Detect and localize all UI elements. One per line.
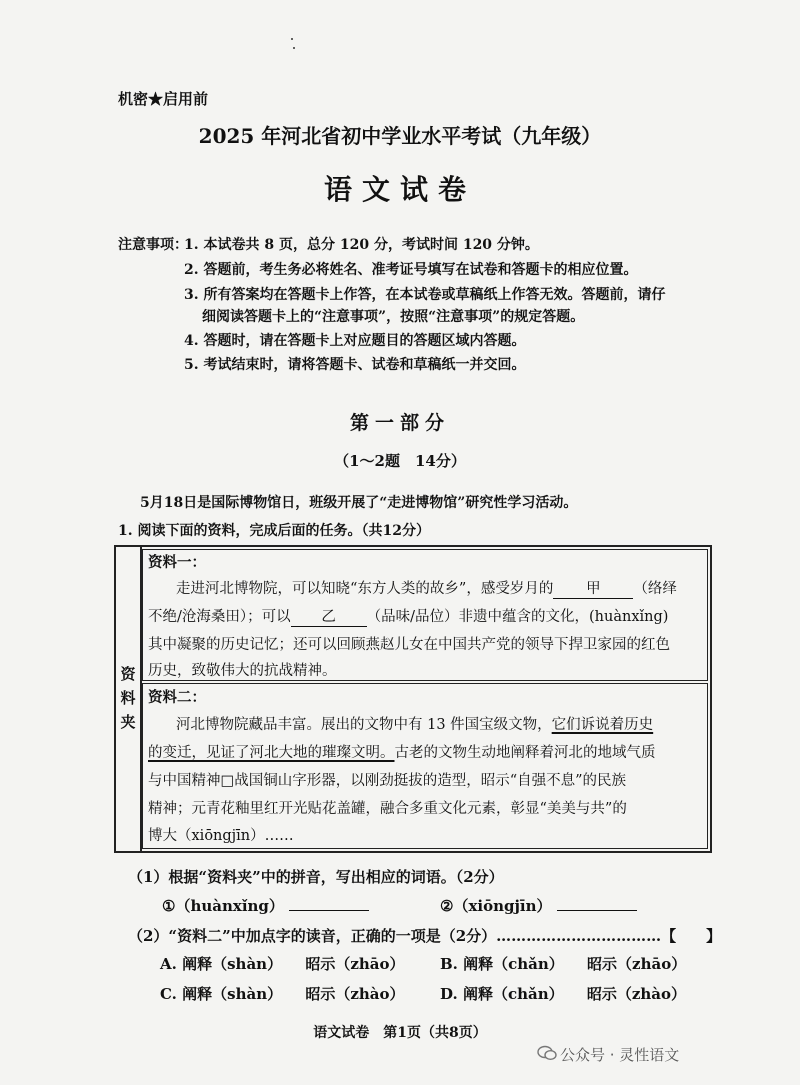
option-word: 昭示（zhào） (305, 985, 405, 1003)
answer-2 (440, 895, 637, 916)
notice-item: 1. 本试卷共 8 页，总分 120 分，考试时间 120 分钟。 (184, 237, 539, 253)
notice-label: 注意事项： (118, 237, 188, 253)
text-span: （络绎 (633, 581, 677, 597)
notice-item: 5. 考试结束时，请将答题卡、试卷和草稿纸一并交回。 (184, 357, 526, 373)
underlined-text: 它们诉说着历史 (551, 717, 654, 733)
text-span: （品味/品位）非遗中蕴含的文化，(huànxǐng) (366, 609, 669, 625)
option-letter: B. (440, 955, 458, 973)
part-subtitle: （1～2题 14分） (334, 452, 466, 470)
material-1-line (176, 577, 677, 599)
option-word: 阐释（chǎn） (463, 955, 564, 973)
answer-blank[interactable] (557, 910, 637, 911)
material-2-line: 与中国精神□战国铜山字形器，以刚劲挺拔的造型，昭示“自强不息”的民族 (148, 773, 627, 789)
blank-jia: 甲 (553, 577, 633, 599)
option-word: 阐释（chǎn） (462, 985, 564, 1003)
blank-yi: 乙 (291, 605, 367, 627)
material-2-line (148, 741, 656, 762)
wechat-icon (537, 1045, 557, 1061)
text-span: 走进河北博物院，可以知晓“东方人类的故乡”，感受岁月的 (176, 581, 554, 597)
option-c[interactable] (160, 983, 405, 1004)
underlined-text: 的变迁，见证了河北大地的璀璨文明。 (148, 745, 395, 761)
material-1-line: 其中凝聚的历史记忆；还可以回顾燕赵儿女在中国共产党的领导下捍卫家园的红色 (148, 637, 670, 653)
option-b[interactable] (440, 953, 686, 974)
text-span: 不绝/沧海桑田）；可以 (148, 609, 291, 625)
material-1-line (148, 605, 668, 627)
part-title: 第一部分 (349, 412, 450, 434)
notice-item: 2. 答题前，考生务必将姓名、准考证号填写在试卷和答题卡的相应位置。 (184, 262, 638, 278)
pinyin-prompt: ①（huànxǐng） (162, 897, 284, 915)
pinyin-prompt: ②（xiōngjīn） (440, 897, 552, 915)
label-char: 料 (120, 689, 136, 707)
label-char: 资 (120, 665, 136, 683)
watermark: 公众号 · 灵性语文 (560, 1046, 680, 1064)
option-word: 阐释（shàn） (182, 985, 283, 1003)
material-1-line: 历史，致敬伟大的抗战精神。 (148, 663, 337, 679)
option-word: 昭示（zhāo） (305, 955, 405, 973)
option-word: 昭示（zhào） (586, 985, 686, 1003)
option-word: 阐释（shàn） (182, 955, 283, 973)
scan-speck (291, 38, 293, 40)
notice-item: 3. 所有答案均在答题卡上作答，在本试卷或草稿纸上作答无效。答题前，请仔 (184, 287, 666, 303)
material-2-line (176, 713, 653, 734)
option-a[interactable] (160, 953, 404, 974)
paper-title: 语文试卷 (323, 173, 476, 206)
option-letter: A. (160, 955, 177, 973)
label-char: 夹 (120, 713, 136, 731)
option-letter: D. (440, 985, 458, 1003)
text-span: 河北博物院藏品丰富。展出的文物中有 13 件国宝级文物， (176, 717, 552, 733)
answer-blank[interactable] (289, 910, 369, 911)
option-letter: C. (160, 985, 177, 1003)
intro-text: 5月18日是国际博物馆日，班级开展了“走进博物馆”研究性学习活动。 (140, 495, 578, 511)
scan-speck (293, 47, 295, 49)
option-d[interactable] (440, 983, 686, 1004)
material-2-line: 博大（xiōngjīn）…… (148, 828, 294, 844)
exam-title: 2025 年河北省初中学业水平考试（九年级） (198, 124, 602, 148)
page-footer: 语文试卷 第1页（共8页） (313, 1025, 487, 1041)
answer-1 (162, 895, 369, 916)
material-2-title: 资料二： (148, 689, 206, 706)
notice-item: 4. 答题时，请在答题卡上对应题目的答题区域内答题。 (184, 333, 526, 349)
notice-item: 细阅读答题卡上的“注意事项”，按照“注意事项”的规定答题。 (202, 309, 585, 325)
material-1-title: 资料一： (148, 554, 206, 571)
question-1: 1. 阅读下面的资料，完成后面的任务。（共12分） (118, 523, 430, 539)
text-span: 古老的文物生动地阐释着河北的地域气质 (394, 745, 656, 761)
subquestion-2: （2）“资料二”中加点字的读音，正确的一项是（2分）……………………………【 】 (128, 927, 722, 945)
subquestion-1: （1）根据“资料夹”中的拼音，写出相应的词语。（2分） (128, 868, 504, 886)
material-box-label (114, 662, 142, 734)
material-2-line: 精神；元青花釉里红开光贴花盖罐，融合多重文化元素，彰显“美美与共”的 (148, 801, 627, 817)
option-word: 昭示（zhāo） (587, 955, 687, 973)
confidential-label: 机密★启用前 (118, 90, 209, 108)
